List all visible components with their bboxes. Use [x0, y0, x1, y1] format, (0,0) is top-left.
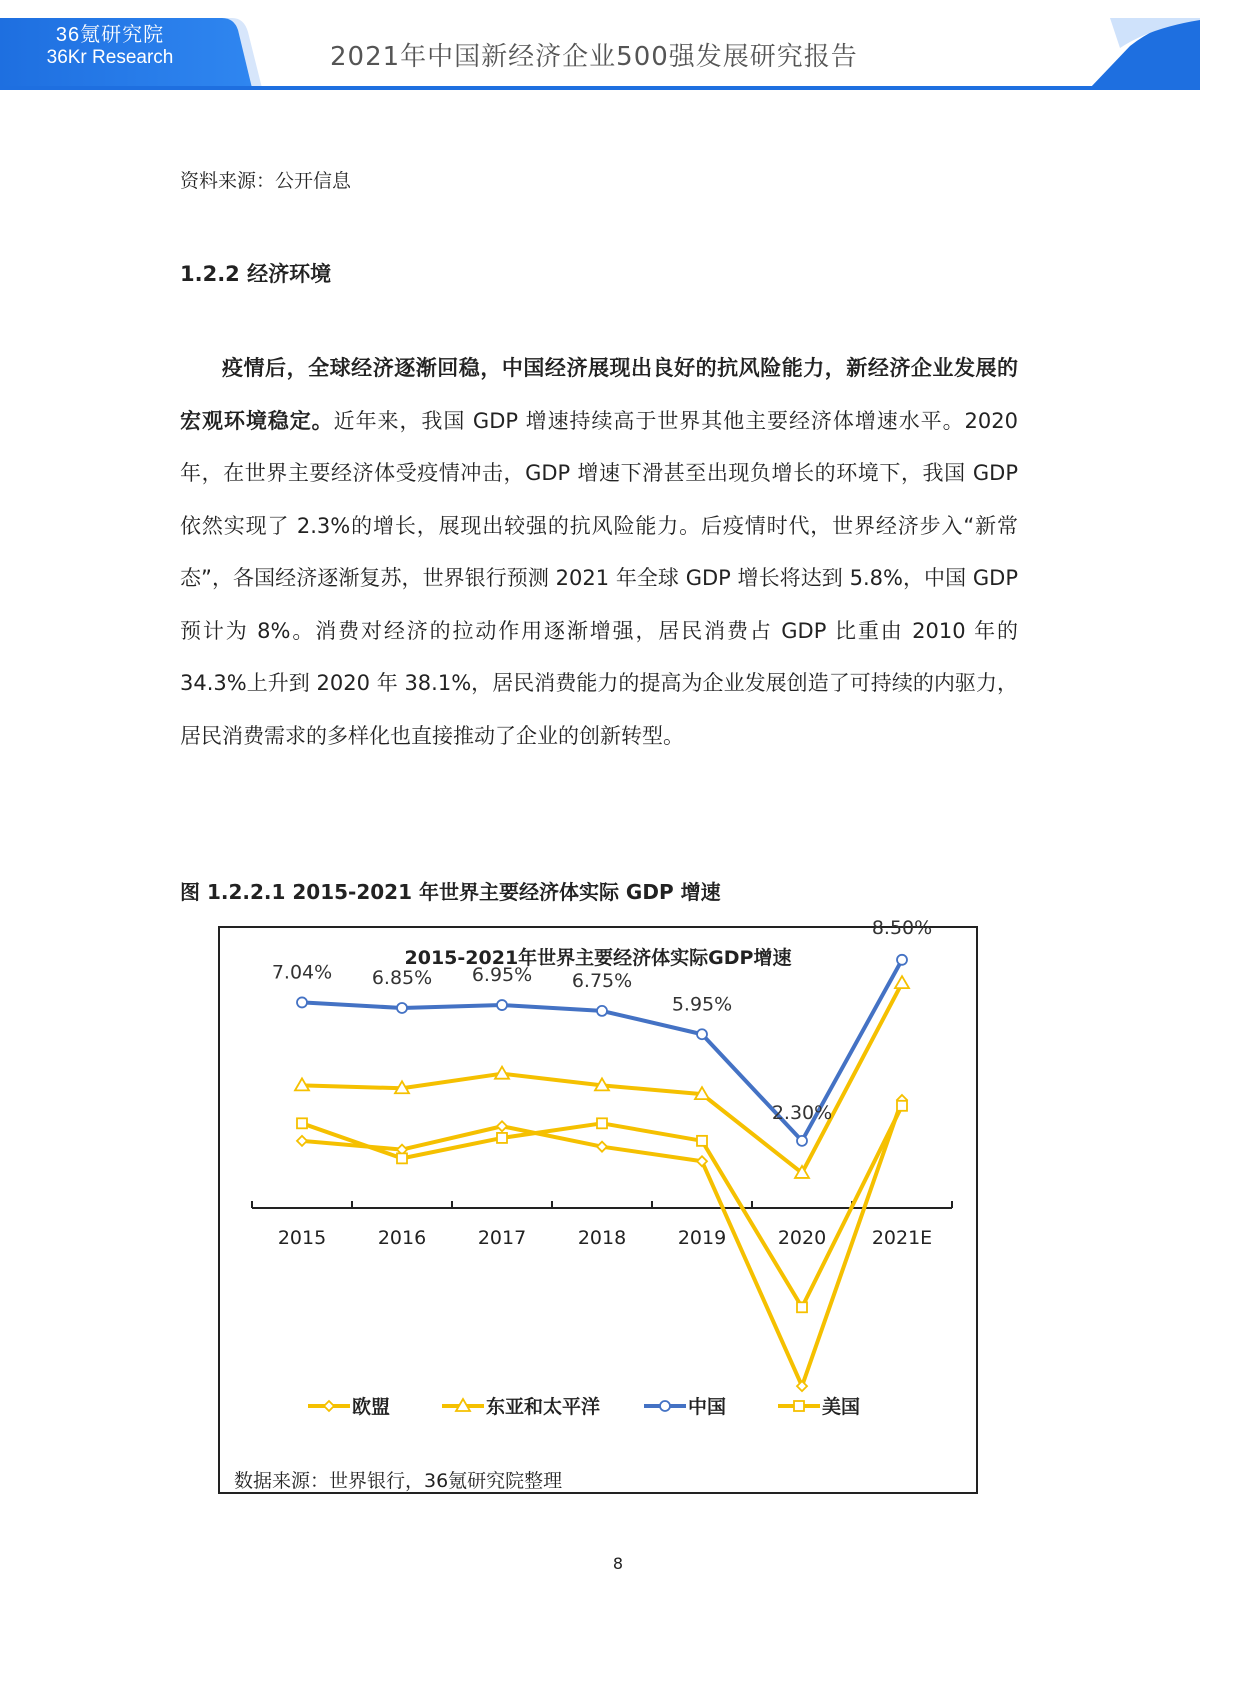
- brand-name-en: 36Kr Research: [46, 47, 174, 68]
- data-label: 5.95%: [671, 993, 733, 1016]
- paragraph-body: 近年来，我国 GDP 增速持续高于世界其他主要经济体增速水平。2020 年，在世界主要经济体受疫情冲击，GDP 增速下滑甚至出现负增长的环境下，我国 GDP 依然实现了 2.3%的增长，展现出较强的抗风险能力。后疫情时代，世界经济步入“新常态”，各国经济逐渐复苏，世界银行预测 2021 年全球 GDP 增长将达到 5.8%，中国 GDP 预计为 8%。消费对经济的拉动作用逐渐增强，居民消费占 GDP 比重由 2010 年的 34.3%上升到 2020 年 38.1%，居民消费能力的提高为企业发展创造了可持续的内驱力，居民消费需求的多样化也直接推动了企业的创新转型。: [180, 408, 1018, 748]
- data-label: 6.75%: [571, 969, 633, 992]
- header-accent-line: [0, 86, 1200, 90]
- x-tick-label: 2016: [377, 1227, 427, 1249]
- data-point-square: [497, 1133, 507, 1143]
- header-decoration-icon: [1090, 18, 1200, 88]
- chart-title: 2015-2021年世界主要经济体实际GDP增速: [404, 947, 792, 969]
- data-point-square: [597, 1118, 607, 1128]
- x-tick-label: 2019: [677, 1227, 727, 1249]
- figure-caption: 图 1.2.2.1 2015-2021 年世界主要经济体实际 GDP 增速: [180, 880, 721, 904]
- report-title: 2021年中国新经济企业500强发展研究报告: [330, 42, 858, 72]
- data-point-circle: [797, 1136, 807, 1146]
- legend-marker-diamond: [324, 1401, 334, 1411]
- brand-logo-text: [30, 24, 190, 69]
- data-point-diamond: [297, 1136, 307, 1146]
- data-point-circle: [297, 997, 307, 1007]
- data-point-circle: [897, 955, 907, 965]
- source-note: 资料来源：公开信息: [180, 170, 352, 192]
- data-label: 2.30%: [771, 1101, 833, 1124]
- data-point-square: [797, 1302, 807, 1312]
- data-label: 6.85%: [371, 966, 433, 989]
- data-label: 6.95%: [471, 964, 533, 987]
- page-header: [0, 0, 1200, 90]
- legend-marker-circle: [660, 1401, 670, 1411]
- data-label: 7.04%: [271, 961, 333, 984]
- paragraph-lead: 疫情后，全球经济逐渐回稳，中国经济展现出良好的抗风险能力，新经济企业发展的宏观环境稳定。: [180, 356, 1018, 433]
- data-point-diamond: [597, 1142, 607, 1152]
- series-line-3: [302, 1106, 902, 1307]
- legend-marker-square: [794, 1401, 804, 1411]
- x-tick-label: 2017: [477, 1227, 527, 1249]
- brand-name-cn: 36氪研究院: [55, 24, 165, 46]
- legend-label: 欧盟: [352, 1396, 391, 1418]
- data-point-circle: [597, 1006, 607, 1016]
- section-heading: 1.2.2 经济环境: [180, 262, 332, 286]
- x-tick-label: 2015: [277, 1227, 327, 1249]
- data-label: 8.50%: [871, 916, 933, 939]
- data-point-circle: [397, 1003, 407, 1013]
- data-point-circle: [697, 1029, 707, 1039]
- data-point-square: [697, 1136, 707, 1146]
- x-tick-label: 2020: [777, 1227, 827, 1249]
- legend-label: 东亚和太平洋: [486, 1396, 601, 1418]
- data-point-circle: [497, 1000, 507, 1010]
- data-point-diamond: [497, 1121, 507, 1131]
- x-tick-label: 2021E: [871, 1227, 933, 1249]
- body-paragraph: [180, 342, 1018, 762]
- chart-source-note: 数据来源：世界银行，36氪研究院整理: [234, 1470, 563, 1492]
- gdp-line-chart: [220, 916, 976, 1492]
- x-tick-label: 2018: [577, 1227, 627, 1249]
- data-point-square: [397, 1153, 407, 1163]
- data-point-triangle: [895, 976, 909, 988]
- data-point-square: [297, 1118, 307, 1128]
- legend-label: 美国: [822, 1396, 861, 1418]
- gdp-chart: [218, 916, 978, 1494]
- page-number: 8: [612, 1554, 624, 1573]
- legend-label: 中国: [688, 1396, 727, 1418]
- data-point-square: [897, 1101, 907, 1111]
